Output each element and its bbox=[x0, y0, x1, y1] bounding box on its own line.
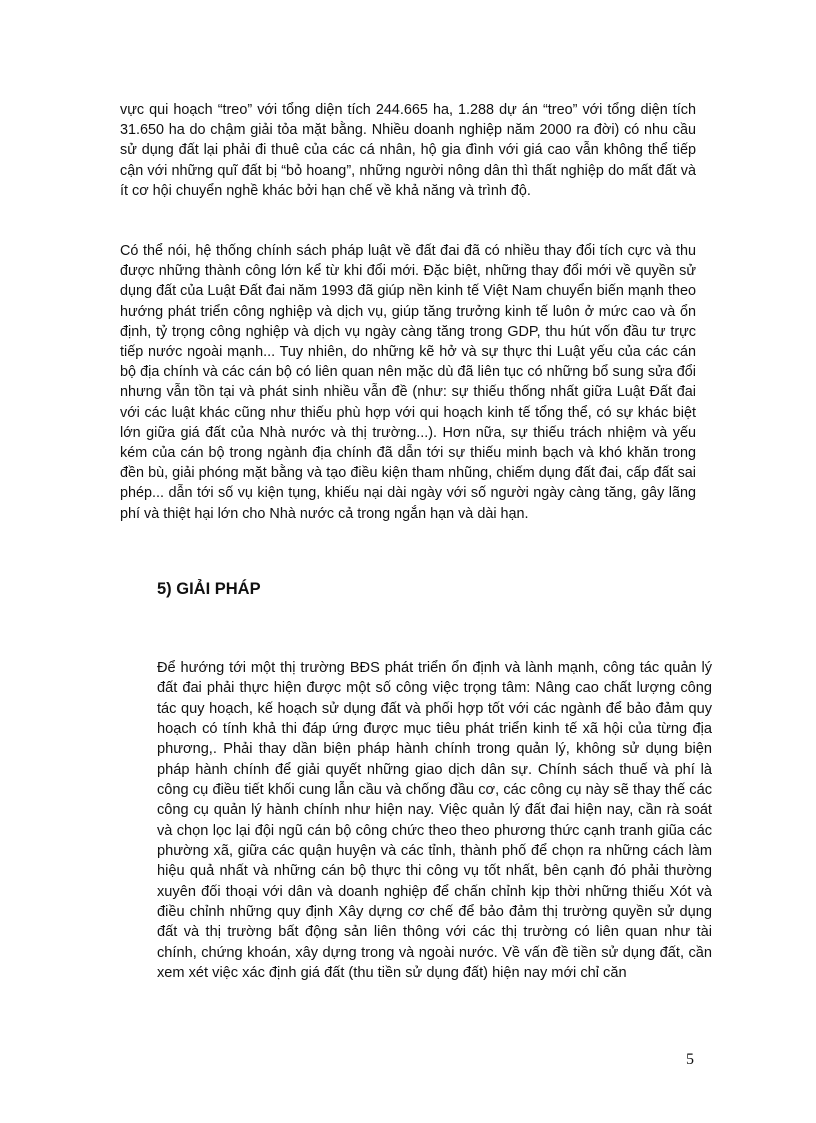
page-number: 5 bbox=[686, 1051, 694, 1068]
paragraph-land-planning: vực qui hoạch “treo” với tổng diện tích 244.665 ha, 1.288 dự án “treo” với tổng diện tích 31.650 ha do chậm giải tỏa mặt bằng. Nhiều doanh nghiệp năm 2000 ra đời) có nhu cầu sử dụng đất lại phải đi thuê của các cá nhân, hộ gia đình với giá cao vẫn không thể tiếp cận với những quĩ đất bị “bỏ hoang”, những người nông dân thì thất nghiệp do mất đất và ít cơ hội chuyển nghề khác bởi hạn chế về khả năng và trình độ. bbox=[120, 102, 696, 199]
paragraph-land-policy: Có thể nói, hệ thống chính sách pháp luật về đất đai đã có nhiều thay đổi tích cực và thu được những thành công lớn kể từ khi đổi mới. Đặc biệt, những thay đổi mới về quyền sử dụng đất của Luật Đất đai năm 1993 đã giúp nền kinh tế Việt Nam chuyển biến mạnh theo hướng phát triển công nghiệp và dịch vụ, giúp tăng trưởng kinh tế luôn ở mức cao và ổn định, tỷ trọng công nghiệp và dịch vụ ngày càng tăng trong GDP, thu hút vốn đầu tư trực tiếp nước ngoài mạnh... Tuy nhiên, do những kẽ hở và sự thực thi Luật yếu của các cán bộ địa chính và các cán bộ có liên quan nên mặc dù đã liên tục có những bổ sung sửa đổi nhưng vẫn tồn tại và phát sinh nhiều vẫn đề (như: sự thiếu thống nhất giữa Luật Đất đai với các luật khác cũng như thiếu phù hợp với qui hoạch kinh tế tổng thể, có sự khác biệt lớn giữa giá đất của Nhà nước và thị trường...). Hơn nữa, sự thiếu trách nhiệm và yếu kém của cán bộ trong ngành địa chính đã dẫn tới sự thiếu minh bạch và khó khăn trong đền bù, giải phóng mặt bằng và tạo điều kiện tham nhũng, chiếm dụng đất đai, cấp đất sai phép... dẫn tới số vụ kiện tụng, khiếu nại dài ngày với số người ngày càng tăng, gây lãng phí và thiệt hại lớn cho Nhà nước cả trong ngắn hạn và dài hạn. bbox=[120, 243, 696, 522]
paragraph-solutions: Để hướng tới một thị trường BĐS phát triển ổn định và lành mạnh, công tác quản lý đất đai phải thực hiện được một số công việc trọng tâm: Nâng cao chất lượng công tác quy hoạch, kế hoạch sử dụng đất và phối hợp tốt với các ngành để bảo đảm quy hoạch có tính khả thi đáp ứng được mục tiêu phát triển kinh tế xã hội của từng địa phương,. Phải thay dần biện pháp hành chính trong quản lý, không sử dụng biện pháp hành chính để giải quyết những giao dịch dân sự. Chính sách thuế và phí là công cụ điều tiết khối cung lẫn cầu và chống đầu cơ, các công cụ này sẽ thay thế các công cụ quản lý hành chính như hiện nay. Việc quản lý đất đai hiện nay, cần rà soát và chọn lọc lại đội ngũ cán bộ công chức theo theo phương thức cạnh tranh giũa các phường xã, giữa các quận huyện và các tỉnh, thành phố để chọn ra những cách làm hiệu quả nhất và những cán bộ thực thi công vụ tốt nhất, bên cạnh đó phải thường xuyên đối thoại với dân và doanh nghiệp để chấn chỉnh kịp thời những thiếu Xót và điều chỉnh những quy định Xây dựng cơ chế để bảo đảm thị trường quyền sử dụng đất và thị trường bất động sản liên thông với các thị trường có liên quan như tài chính, chứng khoán, xây dựng trong và ngoài nước. Về vấn đề tiền sử dụng đất, cần xem xét việc xác định giá đất (thu tiền sử dụng đất) hiện nay mới chỉ căn bbox=[157, 660, 712, 982]
section-heading: 5) GIẢI PHÁP bbox=[157, 580, 261, 598]
